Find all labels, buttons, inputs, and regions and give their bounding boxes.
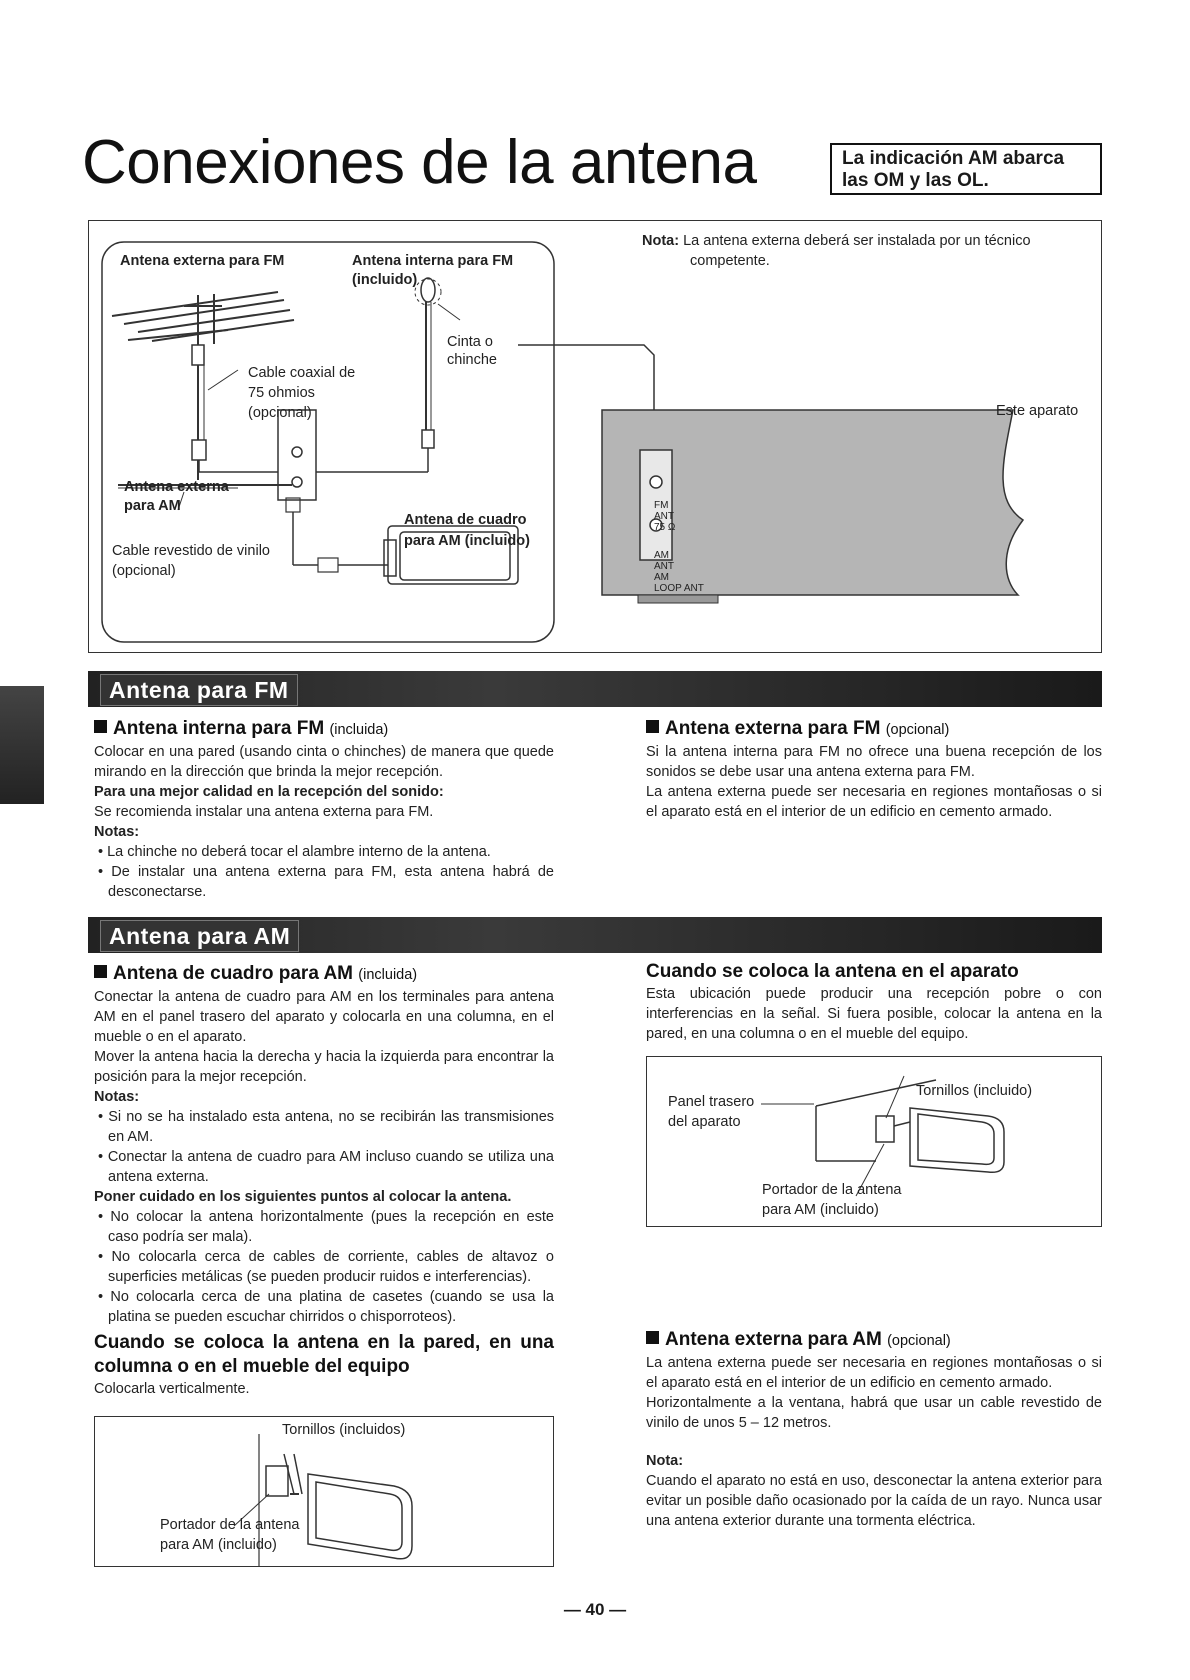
panel-am-labels — [654, 550, 704, 594]
diagram-note — [642, 231, 1092, 271]
unit-fig-holder-line2: para AM (incluido) — [762, 1202, 879, 1218]
fm-internal-heading: Antena interna para FM (incluida) — [94, 717, 554, 742]
am-note-1: • Si no se ha instalado esta antena, no se recibirán las transmisiones en AM. — [94, 1107, 554, 1147]
am-section-bar — [88, 917, 1102, 953]
am-loop-heading: Antena de cuadro para AM (incluida) — [94, 962, 554, 987]
panel-loop-ant: LOOP ANT — [654, 583, 704, 594]
am-section-title: Antena para AM — [100, 920, 299, 952]
label-this-unit: Este aparato — [996, 403, 1079, 419]
panel-am: AM — [654, 550, 669, 561]
coax-plug — [192, 440, 206, 460]
coax-connector — [192, 345, 204, 365]
square-bullet-icon — [94, 965, 107, 978]
am-loop-p2: Mover la antena hacia la derecha y hacia la izquierda para encontrar la posición para la mejor recepción. — [94, 1049, 554, 1085]
fm-section-bar — [88, 671, 1102, 707]
label-vinyl-line2: (opcional) — [112, 563, 176, 579]
am-external-heading: Antena externa para AM (opcional) — [646, 1328, 1102, 1353]
label-loop-am-line1: Antena de cuadro — [404, 512, 527, 528]
label-loop-am-line2: para AM (incluido) — [404, 533, 530, 549]
diagram-note-text-line1: La antena externa deberá ser instalada por un técnico — [683, 233, 1031, 249]
wall-fig-holder-line1: Portador de la antena — [160, 1517, 300, 1533]
am-loop-column — [94, 962, 554, 1399]
panel-am-ant: ANT — [654, 561, 674, 572]
unit-holder-icon — [876, 1108, 1004, 1172]
fm-quality-heading: Para una mejor calidad en la recepción del sonido: — [94, 784, 444, 800]
fm-external-p1: Si la antena interna para FM no ofrece una buena recepción de los sonidos se debe usar una antena externa para FM. — [646, 744, 1102, 780]
wall-fig-holder-line2: para AM (incluido) — [160, 1537, 277, 1553]
antenna-group-frame — [102, 242, 554, 642]
fm-note-2: • De instalar una antena externa para FM, esta antena habrá de desconectarse. — [94, 862, 554, 902]
square-bullet-icon — [646, 1331, 659, 1344]
panel-ant: ANT — [654, 511, 674, 522]
fm-note-1: • La chinche no deberá tocar el alambre interno de la antena. — [94, 842, 554, 862]
label-tape-line2: chinche — [447, 352, 497, 368]
label-loop-am — [404, 510, 530, 552]
fm-section-title: Antena para FM — [100, 674, 298, 706]
label-external-am-line2: para AM — [124, 498, 181, 514]
am-band-note-line2: las OM y las OL. — [842, 170, 989, 191]
am-band-note — [830, 143, 1102, 195]
panel-fm: FM — [654, 500, 669, 511]
page-number: — 40 — — [563, 1600, 627, 1619]
page-title: Conexiones de la antena — [82, 128, 757, 197]
am-wall-p1: Colocarla verticalmente. — [94, 1381, 250, 1397]
am-care-1: • No colocar la antena horizontalmente (pues la recepción en este caso podría ser mala). — [94, 1207, 554, 1247]
am-external-p2: Horizontalmente a la ventana, habrá que usar un cable revestido de vinilo de unos 5 – 12 metros. — [646, 1395, 1102, 1431]
am-unit-column — [646, 960, 1102, 1044]
am-care-3: • No colocarla cerca de una platina de casetes (cuando se usa la platina se pueden escuchar chirridos o chisporroteos). — [94, 1287, 554, 1327]
connection-diagram-art — [88, 220, 1102, 653]
diagram-note-text-line2: competente. — [690, 253, 770, 269]
unit-fig-panel-line1: Panel trasero — [668, 1094, 755, 1110]
wall-fig-holder — [160, 1515, 299, 1555]
am-note-2: • Conectar la antena de cuadro para AM incluso cuando se utiliza una antena externa. — [94, 1147, 554, 1187]
am-care-2: • No colocarla cerca de cables de corriente, cables de altavoz o superficies metálicas (se pueden producir ruidos e interferencias). — [94, 1247, 554, 1287]
unit-fig-screws: Tornillos (incluido) — [916, 1083, 1033, 1099]
am-care-heading: Poner cuidado en los siguientes puntos al colocar la antena. — [94, 1189, 512, 1205]
square-bullet-icon — [94, 720, 107, 733]
am-wall-heading: Cuando se coloca la antena en la pared, en una columna o en el mueble del equipo — [94, 1332, 554, 1377]
label-vinyl-line1: Cable revestido de vinilo — [112, 543, 270, 559]
label-external-fm: Antena externa para FM — [120, 253, 285, 269]
am-loop-p1: Conectar la antena de cuadro para AM en los terminales para antena AM en el panel trasero del aparato y colocarla en una columna, en el mueble o en el aparato. — [94, 989, 554, 1045]
label-internal-fm-line2: (incluido) — [352, 272, 418, 288]
panel-fm-labels — [654, 500, 675, 533]
unit-fig-panel-line2: del aparato — [668, 1114, 741, 1130]
wall-fig-screws: Tornillos (incluidos) — [282, 1422, 406, 1438]
label-coax-line3: (opcional) — [248, 405, 312, 421]
unit-fig-panel — [668, 1092, 754, 1132]
am-external-note-label: Nota: — [646, 1453, 684, 1469]
label-coax-line2: 75 ohmios — [248, 385, 315, 401]
label-coax-line1: Cable coaxial de — [248, 365, 356, 381]
unit-fig-holder-line1: Portador de la antena — [762, 1182, 902, 1198]
fm-external-heading: Antena externa para FM (opcional) — [646, 717, 1102, 742]
am-external-p1: La antena externa puede ser necesaria en regiones montañosas o si el aparato está en el interior de un edificio en cemento armado. — [646, 1355, 1102, 1391]
am-external-column — [646, 1328, 1102, 1531]
unit-fig-holder — [762, 1180, 901, 1220]
side-tab-marker — [0, 686, 44, 804]
label-coax — [248, 363, 355, 423]
label-tape — [447, 333, 497, 369]
fm-notes-label: Notas: — [94, 824, 140, 840]
label-vinyl-cable — [112, 541, 270, 581]
am-unit-heading: Cuando se coloca la antena en el aparato — [646, 961, 1019, 982]
fm-external-p2: La antena externa puede ser necesaria en regiones montañosas o si el aparato está en el interior de un edificio en cemento armado. — [646, 784, 1102, 820]
fm-internal-p2: Se recomienda instalar una antena externa para FM. — [94, 804, 434, 820]
label-external-am-line1: Antena externa — [124, 479, 229, 495]
am-notes-label: Notas: — [94, 1089, 140, 1105]
am-external-note-text: Cuando el aparato no está en uso, desconectar la antena exterior para evitar un posible daño ocasionado por la caída de un rayo. Nunca usar una antena exterior durante una tormenta eléctrica. — [646, 1473, 1102, 1529]
square-bullet-icon — [646, 720, 659, 733]
am-unit-p1: Esta ubicación puede producir una recepción pobre o con interferencias en la señal. Si fuera posible, colocar la antena en la pared, en una columna o en el mueble del equipo. — [646, 986, 1102, 1042]
label-internal-fm — [352, 252, 513, 290]
fm-external-column — [646, 717, 1102, 822]
fm-internal-column — [94, 717, 554, 902]
panel-am2: AM — [654, 572, 669, 583]
label-tape-line1: Cinta o — [447, 334, 493, 350]
diagram-note-label: Nota: — [642, 233, 680, 249]
am-band-note-line1: La indicación AM abarca — [842, 148, 1065, 169]
panel-ohm: 75 Ω — [654, 522, 676, 533]
label-external-am — [124, 478, 229, 516]
fm-internal-p1: Colocar en una pared (usando cinta o chinches) de manera que quede mirando en la dirección que brinda la mejor recepción. — [94, 744, 554, 780]
label-internal-fm-line1: Antena interna para FM — [352, 253, 514, 269]
